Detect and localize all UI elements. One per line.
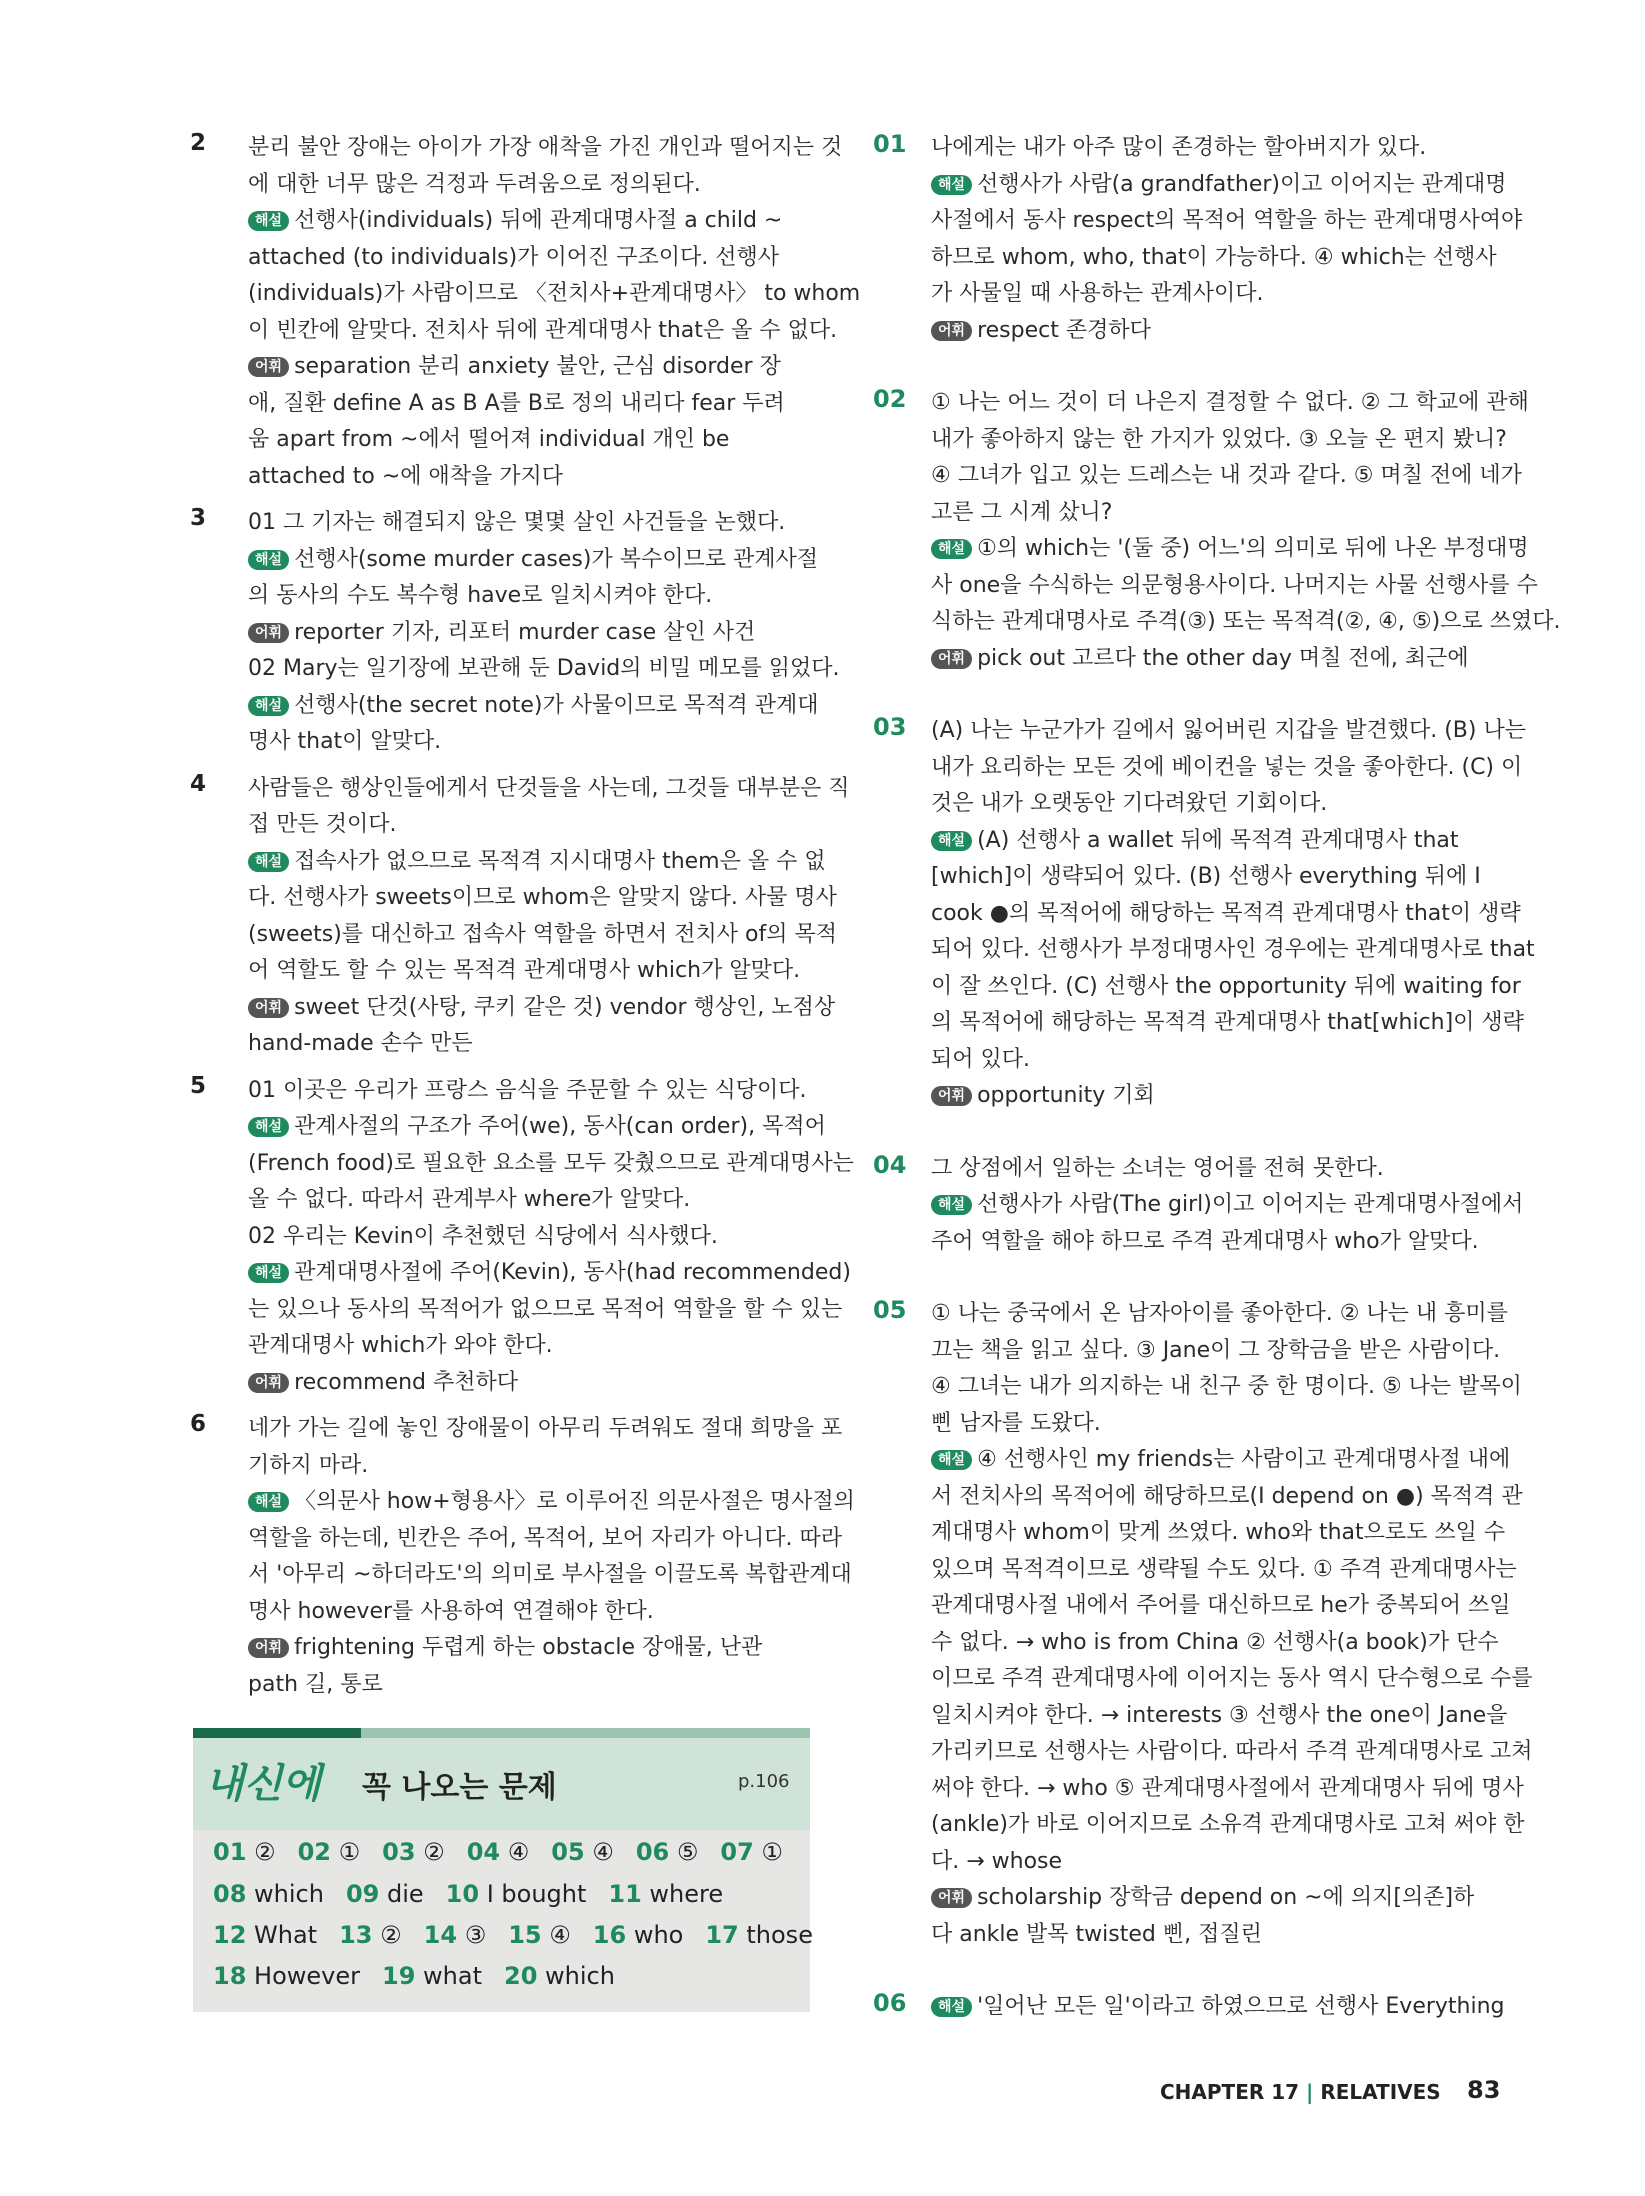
line-text: 관계대명사절 내에서 주어를 대신하므로 he가 중복되어 쓰일 xyxy=(931,1593,1511,1618)
text-line xyxy=(931,1625,1499,1662)
explanation-badge: 해설 xyxy=(248,211,289,231)
text-line xyxy=(248,1667,810,1704)
line-text: 기하지 마라. xyxy=(248,1452,369,1478)
line-text: (French food)로 필요한 요소를 모두 갖췄으므로 관계대명사는 xyxy=(248,1150,854,1176)
entry-number: 4 xyxy=(190,770,207,797)
line-text: 선행사(individuals) 뒤에 관계대명사절 a child ~ xyxy=(294,208,783,233)
answer-number: 06 xyxy=(635,1838,670,1866)
text-line xyxy=(248,1365,810,1402)
text-line xyxy=(931,1369,1522,1406)
line-text: (A) 나는 누군가가 길에서 잃어버린 지갑을 발견했다. (B) 나는 xyxy=(931,718,1526,743)
answer-value: who xyxy=(626,1921,684,1949)
answer-entry xyxy=(873,130,1523,349)
answer-number: 10 xyxy=(445,1880,480,1908)
answer-number: 14 xyxy=(423,1921,458,1949)
answer-item xyxy=(508,1921,571,1949)
text-line xyxy=(931,1588,1511,1625)
answer-value: ③ xyxy=(457,1921,487,1949)
answer-value: ② xyxy=(415,1838,445,1866)
text-line xyxy=(931,1479,1523,1516)
line-text: (sweets)를 대신하고 접속사 역할을 하면서 전치사 of의 목적 xyxy=(248,921,837,947)
vocabulary-badge: 어휘 xyxy=(931,649,972,669)
line-text: 올 수 없다. 따라서 관계부사 where가 알맞다. xyxy=(248,1187,691,1212)
text-line xyxy=(248,771,850,808)
line-text: 가 사물일 때 사용하는 관계사이다. xyxy=(931,281,1264,306)
entry-number: 03 xyxy=(873,713,907,741)
line-text: 어 역할도 할 수 있는 목적격 관계대명사 which가 알맞다. xyxy=(248,958,801,983)
vocabulary-badge: 어휘 xyxy=(931,1888,972,1908)
answer-item xyxy=(467,1838,530,1866)
line-text: '일어난 모든 일'이라고 하였으므로 선행사 Everything xyxy=(977,1994,1505,2019)
text-line xyxy=(931,1078,1493,1115)
answer-value: ④ xyxy=(541,1921,571,1949)
entry-number: 06 xyxy=(873,1989,907,2017)
answer-item xyxy=(298,1838,361,1866)
line-text: sweet 단것(사탕, 쿠키 같은 것) vendor 행상인, 노점상 xyxy=(294,994,836,1020)
text-line xyxy=(248,1292,843,1329)
text-line xyxy=(931,823,1493,860)
line-text: 되어 있다. xyxy=(931,1046,1030,1072)
text-line xyxy=(931,932,1535,969)
footer-separator: | xyxy=(1306,2080,1314,2104)
answer-row xyxy=(213,1838,805,1866)
text-line xyxy=(931,1296,1508,1333)
text-line xyxy=(931,1880,1493,1917)
text-line xyxy=(931,1844,1493,1881)
answer-item xyxy=(424,1921,487,1949)
answer-item xyxy=(446,1880,587,1908)
answer-value: die xyxy=(379,1880,424,1908)
answer-item xyxy=(720,1838,783,1866)
text-line xyxy=(931,1187,1524,1224)
explanation-badge: 해설 xyxy=(248,1117,289,1137)
text-line xyxy=(931,859,1493,896)
vocabulary-badge: 어휘 xyxy=(248,357,289,377)
text-line xyxy=(248,386,810,423)
explanation-badge: 해설 xyxy=(931,1450,972,1470)
answer-number: 11 xyxy=(608,1880,642,1908)
entry-number: 5 xyxy=(190,1072,207,1099)
line-text: respect 존경하다 xyxy=(977,317,1151,343)
line-text: 애, 질환 define A as B A를 B로 정의 내리다 fear 두려 xyxy=(248,390,785,416)
entry-number: 05 xyxy=(873,1296,907,1324)
text-line xyxy=(248,542,818,579)
line-text: 사람들은 행상인들에게서 단것들을 사는데, 그것들 대부분은 직 xyxy=(248,775,850,801)
entry-number: 04 xyxy=(873,1150,907,1179)
answer-entry xyxy=(873,713,1535,1115)
answer-value: ⑤ xyxy=(669,1838,699,1866)
text-line xyxy=(248,1328,810,1365)
line-text: cook ●의 목적어에 해당하는 목적격 관계대명사 that이 생략 xyxy=(931,900,1521,926)
answer-value: I bought xyxy=(479,1880,587,1908)
answer-number: 19 xyxy=(382,1962,416,1990)
banner-logo: 내신에 xyxy=(205,1760,321,1807)
text-line xyxy=(931,130,1493,167)
explanation-badge: 해설 xyxy=(931,1997,972,2017)
answer-item xyxy=(382,1838,445,1866)
answer-entry xyxy=(190,1411,855,1703)
line-text: 명사 that이 알맞다. xyxy=(248,729,442,754)
line-text: ④ 그녀는 내가 의지하는 내 친구 중 한 명이다. ⑤ 나는 발목이 xyxy=(931,1374,1522,1399)
line-text: attached (to individuals)가 이어진 구조이다. 선행사 xyxy=(248,244,779,270)
text-line xyxy=(931,531,1529,568)
line-text: (A) 선행사 a wallet 뒤에 목적격 관계대명사 that xyxy=(977,827,1459,853)
answer-entry xyxy=(873,385,1561,677)
line-text: 나에게는 내가 아주 많이 존경하는 할아버지가 있다. xyxy=(931,135,1427,160)
text-line xyxy=(248,1109,826,1146)
answer-entry xyxy=(873,1296,1533,1953)
line-text: ① 나는 어느 것이 더 나은지 결정할 수 없다. ② 그 학교에 관해 xyxy=(931,390,1529,415)
text-line xyxy=(931,1151,1493,1188)
text-line xyxy=(931,167,1507,204)
answer-number: 03 xyxy=(382,1838,416,1866)
answer-number: 01 xyxy=(213,1838,247,1866)
text-line xyxy=(931,713,1526,750)
line-text: 에 대한 너무 많은 걱정과 두려움으로 정의된다. xyxy=(248,171,701,197)
text-line xyxy=(931,1734,1533,1771)
banner-accent-bar xyxy=(193,1728,361,1738)
answer-number: 15 xyxy=(508,1921,542,1949)
banner-page-ref: p.106 xyxy=(738,1771,790,1792)
line-text: 접 만든 것이다. xyxy=(248,812,397,837)
entry-number: 6 xyxy=(190,1411,207,1437)
answer-value: ④ xyxy=(500,1838,530,1866)
line-text: 써야 한다. → who ⑤ 관계대명사절에서 관계대명사 뒤에 명사 xyxy=(931,1775,1524,1801)
line-text: 수 없다. → who is from China ② 선행사(a book)가 단수 xyxy=(931,1629,1499,1655)
answer-entry xyxy=(190,1072,854,1402)
answer-value: However xyxy=(246,1962,360,1990)
line-text: 선행사(the secret note)가 사물이므로 목적격 관계대 xyxy=(294,692,819,718)
answer-value: which xyxy=(537,1962,615,1990)
line-text: 선행사가 사람(The girl)이고 이어지는 관계대명사절에서 xyxy=(977,1192,1524,1217)
explanation-badge: 해설 xyxy=(248,1263,289,1283)
answer-number: 13 xyxy=(339,1921,373,1949)
text-line xyxy=(931,1333,1501,1370)
text-line xyxy=(248,880,837,917)
text-line xyxy=(248,917,837,954)
left-column xyxy=(190,130,861,1713)
line-text: 내가 요리하는 모든 것에 베이컨을 넣는 것을 좋아한다. (C) 이 xyxy=(931,754,1523,780)
answer-item xyxy=(213,1921,317,1949)
answer-value: ④ xyxy=(584,1838,614,1866)
answer-item xyxy=(593,1921,684,1949)
line-text: 있으며 목적격이므로 생략될 수도 있다. ① 주격 관계대명사는 xyxy=(931,1556,1517,1582)
text-line xyxy=(248,1484,855,1521)
line-text: ④ 그녀가 입고 있는 드레스는 내 것과 같다. ⑤ 며칠 전에 네가 xyxy=(931,463,1522,488)
entry-number: 2 xyxy=(190,130,207,156)
answer-entry xyxy=(873,1989,1505,2026)
text-line xyxy=(931,1989,1505,2026)
line-text: 주어 역할을 해야 하므로 주격 관계대명사 who가 알맞다. xyxy=(931,1228,1479,1254)
text-line xyxy=(931,1005,1524,1042)
line-text: 계대명사 whom이 맞게 쓰였다. who와 that으로도 쓰일 수 xyxy=(931,1520,1506,1545)
line-text: 역할을 하는데, 빈칸은 주어, 목적어, 보어 자리가 아니다. 따라 xyxy=(248,1525,842,1551)
text-line xyxy=(931,240,1497,277)
vocabulary-badge: 어휘 xyxy=(248,1373,289,1393)
text-line xyxy=(931,786,1493,823)
text-line xyxy=(931,458,1522,495)
line-text: 다 ankle 발목 twisted 삔, 접질린 xyxy=(931,1921,1262,1947)
answer-entry xyxy=(873,1150,1524,1261)
line-text: 의 목적어에 해당하는 목적격 관계대명사 that[which]이 생략 xyxy=(931,1010,1524,1035)
line-text: opportunity 기회 xyxy=(977,1083,1155,1108)
text-line xyxy=(931,422,1507,459)
answer-number: 04 xyxy=(466,1838,501,1866)
line-text: 삔 남자를 도왔다. xyxy=(931,1410,1101,1436)
answer-item xyxy=(504,1962,615,1990)
line-text: (ankle)가 바로 이어지므로 소유격 관계대명사로 고쳐 써야 한 xyxy=(931,1812,1525,1837)
line-text: 01 그 기자는 해결되지 않은 몇몇 살인 사건들을 논했다. xyxy=(248,510,786,535)
line-text: 분리 불안 장애는 아이가 가장 애착을 가진 개인과 떨어지는 것 xyxy=(248,135,843,160)
line-text: separation 분리 anxiety 불안, 근심 disorder 장 xyxy=(294,354,781,379)
explanation-badge: 해설 xyxy=(931,1195,972,1215)
text-line xyxy=(931,1042,1493,1079)
footer-chapter xyxy=(1160,2080,1441,2104)
line-text: pick out 고르다 the other day 며칠 전에, 최근에 xyxy=(977,645,1469,671)
answer-item xyxy=(705,1921,813,1949)
line-text: ①의 which는 '(둘 중) 어느'의 의미로 뒤에 나온 부정대명 xyxy=(977,536,1529,561)
text-line xyxy=(248,203,810,240)
text-line xyxy=(931,750,1523,787)
entry-number: 3 xyxy=(190,505,207,531)
line-text: 관계대명사절에 주어(Kevin), 동사(had recommended) xyxy=(294,1260,851,1285)
line-text: 서 '아무리 ~하더라도'의 의미로 부사절을 이끌도록 복합관계대 xyxy=(248,1562,852,1587)
line-text: 것은 내가 오랫동안 기다려왔던 기회이다. xyxy=(931,791,1328,816)
text-line xyxy=(248,724,810,761)
line-text: 02 Mary는 일기장에 보관해 둔 David의 비밀 메모를 읽었다. xyxy=(248,656,840,681)
answer-number: 09 xyxy=(345,1880,380,1908)
text-line xyxy=(931,896,1521,933)
footer-section-label: RELATIVES xyxy=(1320,2080,1441,2104)
line-text: 는 있으나 동사의 목적어가 없으므로 목적어 역할을 할 수 있는 xyxy=(248,1296,843,1322)
line-text: 01 이곳은 우리가 프랑스 음식을 주문할 수 있는 식당이다. xyxy=(248,1077,807,1103)
answer-value: those xyxy=(738,1921,813,1949)
line-text: 다. 선행사가 sweets이므로 whom은 알맞지 않다. 사물 명사 xyxy=(248,885,837,910)
text-line xyxy=(248,578,810,615)
text-line xyxy=(248,651,840,688)
line-text: scholarship 장학금 depend on ~에 의지[의존]하 xyxy=(977,1885,1475,1910)
line-text: 관계대명사 which가 와야 한다. xyxy=(248,1333,553,1358)
line-text: (individuals)가 사람이므로 〈전치사+관계대명사〉 to whom xyxy=(248,281,861,306)
line-text: 선행사(some murder cases)가 복수이므로 관계사절 xyxy=(294,546,818,572)
text-line xyxy=(931,276,1493,313)
line-text: 서 전치사의 목적어에 해당하므로(I depend on ●) 목적격 관 xyxy=(931,1483,1523,1509)
text-line xyxy=(248,807,810,844)
text-line xyxy=(931,1807,1525,1844)
text-line xyxy=(248,1448,810,1485)
answer-number: 20 xyxy=(504,1962,538,1990)
text-line xyxy=(931,641,1493,678)
right-column xyxy=(873,130,1561,2062)
vocabulary-badge: 어휘 xyxy=(248,1638,289,1658)
explanation-badge: 해설 xyxy=(931,831,972,851)
line-text: 다. → whose xyxy=(931,1848,1063,1874)
answer-entry xyxy=(190,130,861,495)
answer-item xyxy=(608,1880,723,1908)
text-line xyxy=(248,130,843,167)
text-line xyxy=(931,1224,1493,1261)
answer-value: What xyxy=(246,1921,318,1949)
text-line xyxy=(931,1661,1533,1698)
answer-value: ② xyxy=(246,1838,276,1866)
text-line xyxy=(248,422,810,459)
answer-number: 17 xyxy=(705,1921,739,1949)
line-text: 끄는 책을 읽고 싶다. ③ Jane이 그 장학금을 받은 사람이다. xyxy=(931,1337,1501,1363)
line-text: 선행사가 사람(a grandfather)이고 이어지는 관계대명 xyxy=(977,171,1507,197)
text-line xyxy=(248,953,810,990)
line-text: 사절에서 동사 respect의 목적어 역할을 하는 관계대명사여야 xyxy=(931,208,1523,233)
line-text: ① 나는 중국에서 온 남자아이를 좋아한다. ② 나는 내 흥미를 xyxy=(931,1301,1508,1326)
text-line xyxy=(248,615,810,652)
text-line xyxy=(931,1771,1524,1808)
page-number: 83 xyxy=(1467,2076,1501,2104)
answer-number: 02 xyxy=(297,1838,331,1866)
text-line xyxy=(931,1515,1506,1552)
text-line xyxy=(248,349,810,386)
answer-item xyxy=(213,1880,324,1908)
answer-entry xyxy=(190,505,840,761)
text-line xyxy=(248,1521,842,1558)
text-line xyxy=(248,1026,810,1063)
entry-number: 01 xyxy=(873,130,907,158)
line-text: hand-made 손수 만든 xyxy=(248,1031,473,1056)
line-text: frightening 두렵게 하는 obstacle 장애물, 난관 xyxy=(294,1635,763,1660)
line-text: 접속사가 없으므로 목적격 지시대명사 them은 올 수 없 xyxy=(294,848,826,874)
line-text: path 길, 통로 xyxy=(248,1671,383,1697)
vocabulary-badge: 어휘 xyxy=(248,998,289,1018)
line-text: reporter 기자, 리포터 murder case 살인 사건 xyxy=(294,619,756,645)
line-text: 이 빈칸에 알맞다. 전치사 뒤에 관계대명사 that은 올 수 없다. xyxy=(248,317,838,343)
entry-number: 02 xyxy=(873,385,907,413)
answer-number: 12 xyxy=(213,1921,247,1949)
answer-row xyxy=(213,1880,745,1908)
line-text: recommend 추천하다 xyxy=(294,1369,519,1395)
line-text: 사 one을 수식하는 의문형용사이다. 나머지는 사물 선행사를 수 xyxy=(931,572,1538,598)
line-text: 〈의문사 how+형용사〉로 이루어진 의문사절은 명사절의 xyxy=(294,1489,855,1514)
line-text: 내가 좋아하지 않는 한 가지가 있었다. ③ 오늘 온 편지 봤니? xyxy=(931,426,1507,452)
line-text: 하므로 whom, who, that이 가능하다. ④ which는 선행사 xyxy=(931,244,1497,270)
answer-item xyxy=(213,1838,276,1866)
explanation-badge: 해설 xyxy=(248,696,289,716)
text-line xyxy=(931,313,1493,350)
text-line xyxy=(248,1594,810,1631)
answer-item xyxy=(382,1962,482,1990)
answer-value: ② xyxy=(372,1921,402,1949)
line-text: 명사 however를 사용하여 연결해야 한다. xyxy=(248,1598,654,1624)
explanation-badge: 해설 xyxy=(248,550,289,570)
banner-accent-bar-light xyxy=(361,1728,810,1738)
answer-item xyxy=(339,1921,402,1949)
line-text: 일치시켜야 한다. → interests ③ 선행사 the one이 Jane을 xyxy=(931,1702,1508,1728)
answer-value: ① xyxy=(330,1838,361,1866)
text-line xyxy=(248,844,826,881)
answer-entry xyxy=(190,770,850,1063)
text-line xyxy=(931,1442,1511,1479)
line-text: 움 apart from ~에서 떨어져 individual 개인 be xyxy=(248,427,730,452)
text-line xyxy=(248,276,861,313)
text-line xyxy=(248,167,810,204)
answer-number: 18 xyxy=(213,1962,247,1990)
text-line xyxy=(931,1917,1493,1954)
text-line xyxy=(931,1698,1508,1735)
line-text: 의 동사의 수도 복수형 have로 일치시켜야 한다. xyxy=(248,583,713,608)
answer-row xyxy=(213,1921,835,1949)
answer-value: ① xyxy=(753,1838,783,1866)
explanation-badge: 해설 xyxy=(931,175,972,195)
line-text: 고른 그 시계 샀니? xyxy=(931,499,1113,525)
line-text: [which]이 생략되어 있다. (B) 선행사 everything 뒤에 I xyxy=(931,864,1481,889)
text-line xyxy=(931,568,1538,605)
text-line xyxy=(931,203,1523,240)
answer-item xyxy=(636,1838,699,1866)
answer-value: which xyxy=(246,1880,324,1908)
text-line xyxy=(248,1557,852,1594)
text-line xyxy=(248,313,838,350)
answer-item xyxy=(551,1838,614,1866)
text-line xyxy=(248,459,810,496)
answer-number: 05 xyxy=(551,1838,585,1866)
text-line xyxy=(248,1411,843,1448)
line-text: 가리키므로 선행사는 사람이다. 따라서 주격 관계대명사로 고쳐 xyxy=(931,1739,1533,1764)
text-line xyxy=(248,1146,854,1183)
line-text: 되어 있다. 선행사가 부정대명사인 경우에는 관계대명사로 that xyxy=(931,937,1535,962)
text-line xyxy=(248,688,819,725)
answer-item xyxy=(346,1880,424,1908)
text-line xyxy=(931,604,1561,641)
line-text: attached to ~에 애착을 가지다 xyxy=(248,463,564,489)
text-line xyxy=(931,969,1521,1006)
text-line xyxy=(248,1182,810,1219)
line-text: 이므로 주격 관계대명사에 이어지는 동사 역시 단수형으로 수를 xyxy=(931,1666,1533,1691)
text-line xyxy=(248,990,836,1027)
banner-title: 꼭 나오는 문제 xyxy=(362,1770,557,1805)
answer-value: where xyxy=(641,1880,724,1908)
answer-number: 16 xyxy=(592,1921,627,1949)
vocabulary-badge: 어휘 xyxy=(248,623,289,643)
line-text: 네가 가는 길에 놓인 장애물이 아무리 두려워도 절대 희망을 포 xyxy=(248,1416,843,1441)
answer-row xyxy=(213,1962,637,1990)
explanation-badge: 해설 xyxy=(248,852,289,872)
answer-item xyxy=(213,1962,360,1990)
text-line xyxy=(248,505,810,542)
vocabulary-badge: 어휘 xyxy=(931,321,972,341)
answer-number: 08 xyxy=(213,1880,247,1908)
answer-value: what xyxy=(415,1962,482,1990)
line-text: 02 우리는 Kevin이 추천했던 식당에서 식사했다. xyxy=(248,1223,718,1249)
line-text: 이 잘 쓰인다. (C) 선행사 the opportunity 뒤에 waiting for xyxy=(931,973,1521,999)
text-line xyxy=(931,1406,1493,1443)
line-text: 관계사절의 구조가 주어(we), 동사(can order), 목적어 xyxy=(294,1114,826,1139)
text-line xyxy=(931,1552,1517,1589)
answer-number: 07 xyxy=(720,1838,754,1866)
explanation-badge: 해설 xyxy=(248,1492,289,1512)
text-line xyxy=(248,1219,810,1256)
line-text: 식하는 관계대명사로 주격(③) 또는 목적격(②, ④, ⑤)으로 쓰였다. xyxy=(931,609,1561,634)
text-line xyxy=(248,1073,810,1110)
line-text: ④ 선행사인 my friends는 사람이고 관계대명사절 내에 xyxy=(977,1447,1511,1472)
footer-chapter-label: CHAPTER 17 xyxy=(1160,2080,1300,2104)
line-text: 그 상점에서 일하는 소녀는 영어를 전혀 못한다. xyxy=(931,1155,1384,1181)
text-line xyxy=(248,1630,810,1667)
vocabulary-badge: 어휘 xyxy=(931,1086,972,1106)
explanation-badge: 해설 xyxy=(931,539,972,559)
text-line xyxy=(248,1255,851,1292)
text-line xyxy=(931,495,1493,532)
text-line xyxy=(248,240,810,277)
text-line xyxy=(931,385,1529,422)
